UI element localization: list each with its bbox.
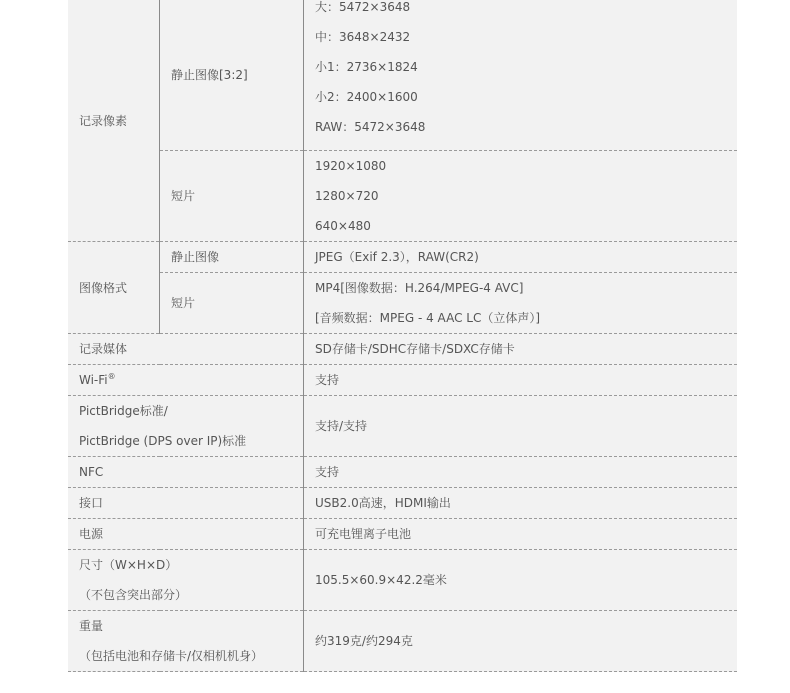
label-line: 尺寸（W×H×D） bbox=[79, 557, 178, 572]
row-label: NFC bbox=[68, 456, 304, 487]
row-label: 图像格式 bbox=[68, 241, 160, 333]
table-row bbox=[68, 0, 737, 150]
spec-table bbox=[68, 0, 737, 672]
table-row bbox=[68, 487, 737, 518]
registered-mark: ® bbox=[107, 372, 116, 381]
row-label bbox=[68, 364, 304, 395]
value-line: 1280×720 bbox=[315, 188, 379, 203]
value-cell: JPEG（Exif 2.3），RAW(CR2) bbox=[304, 241, 738, 272]
value-line: 1920×1080 bbox=[315, 158, 387, 173]
value-cell bbox=[304, 0, 738, 150]
row-label: 记录媒体 bbox=[68, 333, 304, 364]
sub-label: 静止图像[3:2] bbox=[160, 0, 304, 150]
label-line: （包括电池和存储卡/仅相机机身） bbox=[79, 648, 264, 663]
row-label bbox=[68, 610, 304, 671]
value-cell: 约319克/约294克 bbox=[304, 610, 738, 671]
value-line: 小1：2736×1824 bbox=[315, 60, 418, 75]
value-cell bbox=[304, 272, 738, 333]
row-label: 记录像素 bbox=[68, 0, 160, 241]
value-line: [音频数据：MPEG - 4 AAC LC（立体声）] bbox=[315, 310, 541, 325]
sub-label: 短片 bbox=[160, 272, 304, 333]
value-cell: SD存储卡/SDHC存储卡/SDXC存储卡 bbox=[304, 333, 738, 364]
value-cell: 支持/支持 bbox=[304, 395, 738, 456]
label-line: PictBridge (DPS over IP)标准 bbox=[79, 433, 247, 448]
label-line: （不包含突出部分） bbox=[79, 587, 188, 602]
table-row bbox=[68, 272, 737, 333]
value-cell: 105.5×60.9×42.2毫米 bbox=[304, 549, 738, 610]
table-row bbox=[68, 150, 737, 241]
table-row bbox=[68, 518, 737, 549]
table-row bbox=[68, 456, 737, 487]
value-line: 大：5472×3648 bbox=[315, 0, 411, 15]
value-cell bbox=[304, 150, 738, 241]
label-line: 重量 bbox=[79, 618, 104, 633]
table-row bbox=[68, 364, 737, 395]
table-row bbox=[68, 241, 737, 272]
row-label bbox=[68, 395, 304, 456]
wifi-label: Wi-Fi bbox=[79, 373, 108, 387]
table-row bbox=[68, 610, 737, 671]
value-cell: 支持 bbox=[304, 364, 738, 395]
value-line: 小2：2400×1600 bbox=[315, 90, 418, 105]
value-line: MP4[图像数据：H.264/MPEG-4 AVC] bbox=[315, 280, 524, 295]
table-row bbox=[68, 549, 737, 610]
value-line: 640×480 bbox=[315, 218, 371, 233]
value-cell: 可充电锂离子电池 bbox=[304, 518, 738, 549]
row-label: 电源 bbox=[68, 518, 304, 549]
row-label bbox=[68, 549, 304, 610]
sub-label: 静止图像 bbox=[160, 241, 304, 272]
value-line: RAW：5472×3648 bbox=[315, 120, 426, 135]
value-cell: 支持 bbox=[304, 456, 738, 487]
label-line: PictBridge标准/ bbox=[79, 403, 168, 418]
table-row bbox=[68, 333, 737, 364]
sub-label: 短片 bbox=[160, 150, 304, 241]
value-cell: USB2.0高速，HDMI输出 bbox=[304, 487, 738, 518]
value-line: 中：3648×2432 bbox=[315, 30, 411, 45]
row-label: 接口 bbox=[68, 487, 304, 518]
table-row bbox=[68, 395, 737, 456]
